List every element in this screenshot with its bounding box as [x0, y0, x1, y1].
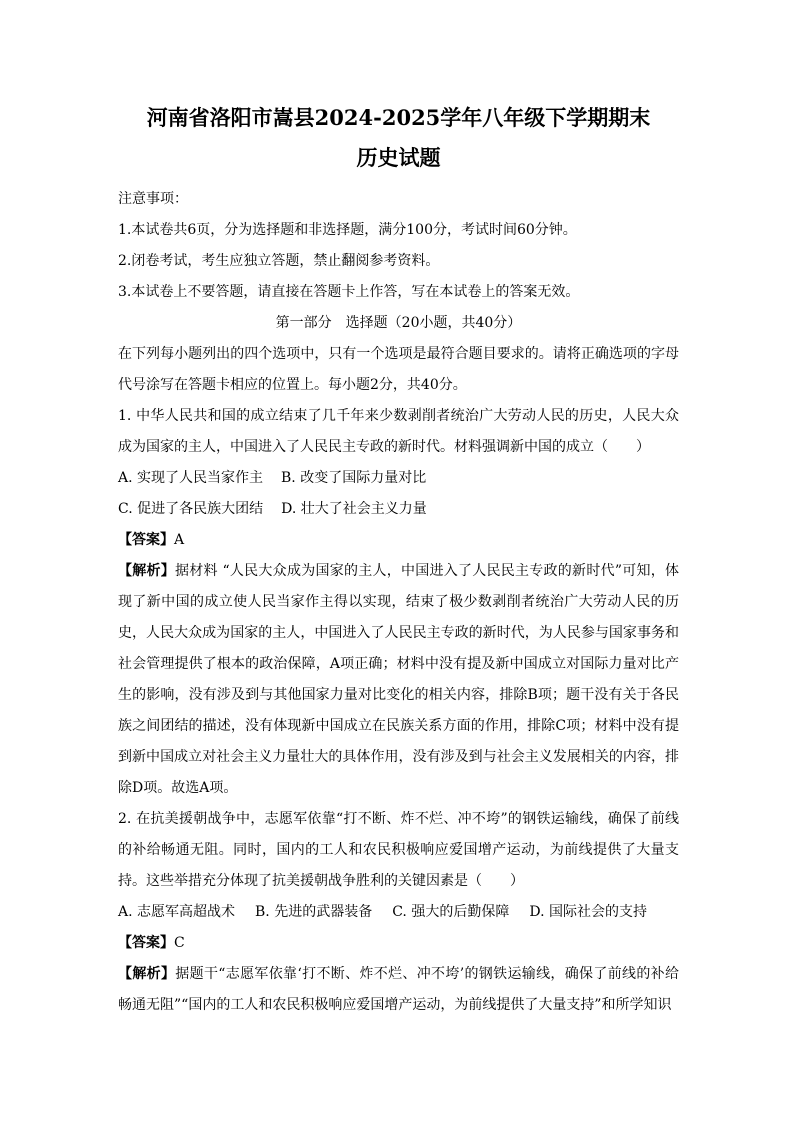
analysis-tag: 【解析】	[118, 966, 176, 982]
question-2-option-c: C. 强大的后勤保障	[392, 904, 510, 920]
question-1-options-row-2	[118, 494, 679, 525]
notice-item-3: 3.本试卷上不要答题，请直接在答题卡上作答，写在本试卷上的答案无效。	[118, 284, 580, 300]
section-instructions: 在下列每小题列出的四个选项中，只有一个选项是最符合题目要求的。请将正确选项的字母代号涂写在答题卡相应的位置上。每小题2分，共40分。	[118, 346, 679, 393]
question-2-options-row	[118, 897, 679, 928]
question-2-option-a: A. 志愿军高超战术	[118, 904, 236, 920]
analysis-text: 据材料 “人民大众成为国家的主人，中国进入了人民民主专政的新时代”可知，体现了新中国的成立使人民当家作主得以实现，结束了极少数剥削者统治广大劳动人民的历史，人民大众成为国家的主人，中国进入了人民民主专政的新时代，为人民参与国家事务和社会管理提供了根本的政治保障，A项正确；材料中没有提及新中国成立对国际力量对比产生的影响，没有涉及到与其他国家力量对比变化的相关内容，排除B项；题干没有关于各民族之间团结的描述，没有体现新中国成立在民族关系方面的作用，排除C项；材料中没有提到新中国成立对社会主义力量壮大的具体作用，没有涉及到与社会主义发展相关的内容，排除D项。故选A项。	[118, 563, 680, 796]
answer-value: A	[174, 532, 185, 548]
question-2-analysis	[118, 959, 679, 1021]
answer-tag: 【答案】	[118, 532, 174, 548]
section-title: 第一部分 选择题（20小题，共40分）	[275, 315, 522, 331]
question-1-option-c: C. 促进了各民族大团结	[118, 501, 264, 517]
question-2-stem: 2. 在抗美援朝战争中，志愿军依靠“打不断、炸不烂、冲不垮”的钢铁运输线，确保了前线的补给畅通无阻。同时，国内的工人和农民积极响应爱国增产运动，为前线提供了大量支持。这些举措充分体现了抗美援朝战争胜利的关键因素是（ ）	[118, 811, 679, 889]
question-2-answer	[118, 928, 679, 959]
question-1-answer	[118, 525, 679, 556]
question-2	[118, 804, 679, 1021]
question-1-stem: 1. 中华人民共和国的成立结束了几千年来少数剥削者统治广大劳动人民的历史，人民大众成为国家的主人，中国进入了人民民主专政的新时代。材料强调新中国的成立（ ）	[118, 408, 679, 455]
exam-title: 河南省洛阳市嵩县2024-2025学年八年级下学期期末	[146, 105, 651, 130]
question-1-option-d: D. 壮大了社会主义力量	[281, 501, 427, 517]
question-1-option-b: B. 改变了国际力量对比	[281, 470, 427, 486]
notice-item-2: 2.闭卷考试，考生应独立答题，禁止翻阅参考资料。	[118, 253, 440, 269]
question-2-option-b: B. 先进的武器装备	[255, 904, 373, 920]
analysis-text: 据题干“志愿军依靠‘打不断、炸不烂、冲不垮’的钢铁运输线，确保了前线的补给畅通无阻”“国内的工人和农民积极响应爱国增产运动，为前线提供了大量支持”和所学知识	[118, 966, 679, 1013]
answer-value: C	[174, 935, 185, 951]
answer-tag: 【答案】	[118, 935, 174, 951]
exam-subtitle: 历史试题	[356, 145, 441, 170]
question-1-options-row-1	[118, 463, 679, 494]
question-2-option-d: D. 国际社会的支持	[529, 904, 647, 920]
analysis-tag: 【解析】	[118, 563, 176, 579]
notice-item-1: 1.本试卷共6页，分为选择题和非选择题，满分100分，考试时间60分钟。	[118, 222, 577, 238]
question-1-option-a: A. 实现了人民当家作主	[118, 470, 264, 486]
question-1	[118, 401, 679, 804]
notice-heading: 注意事项：	[118, 191, 188, 207]
question-1-analysis	[118, 556, 679, 804]
